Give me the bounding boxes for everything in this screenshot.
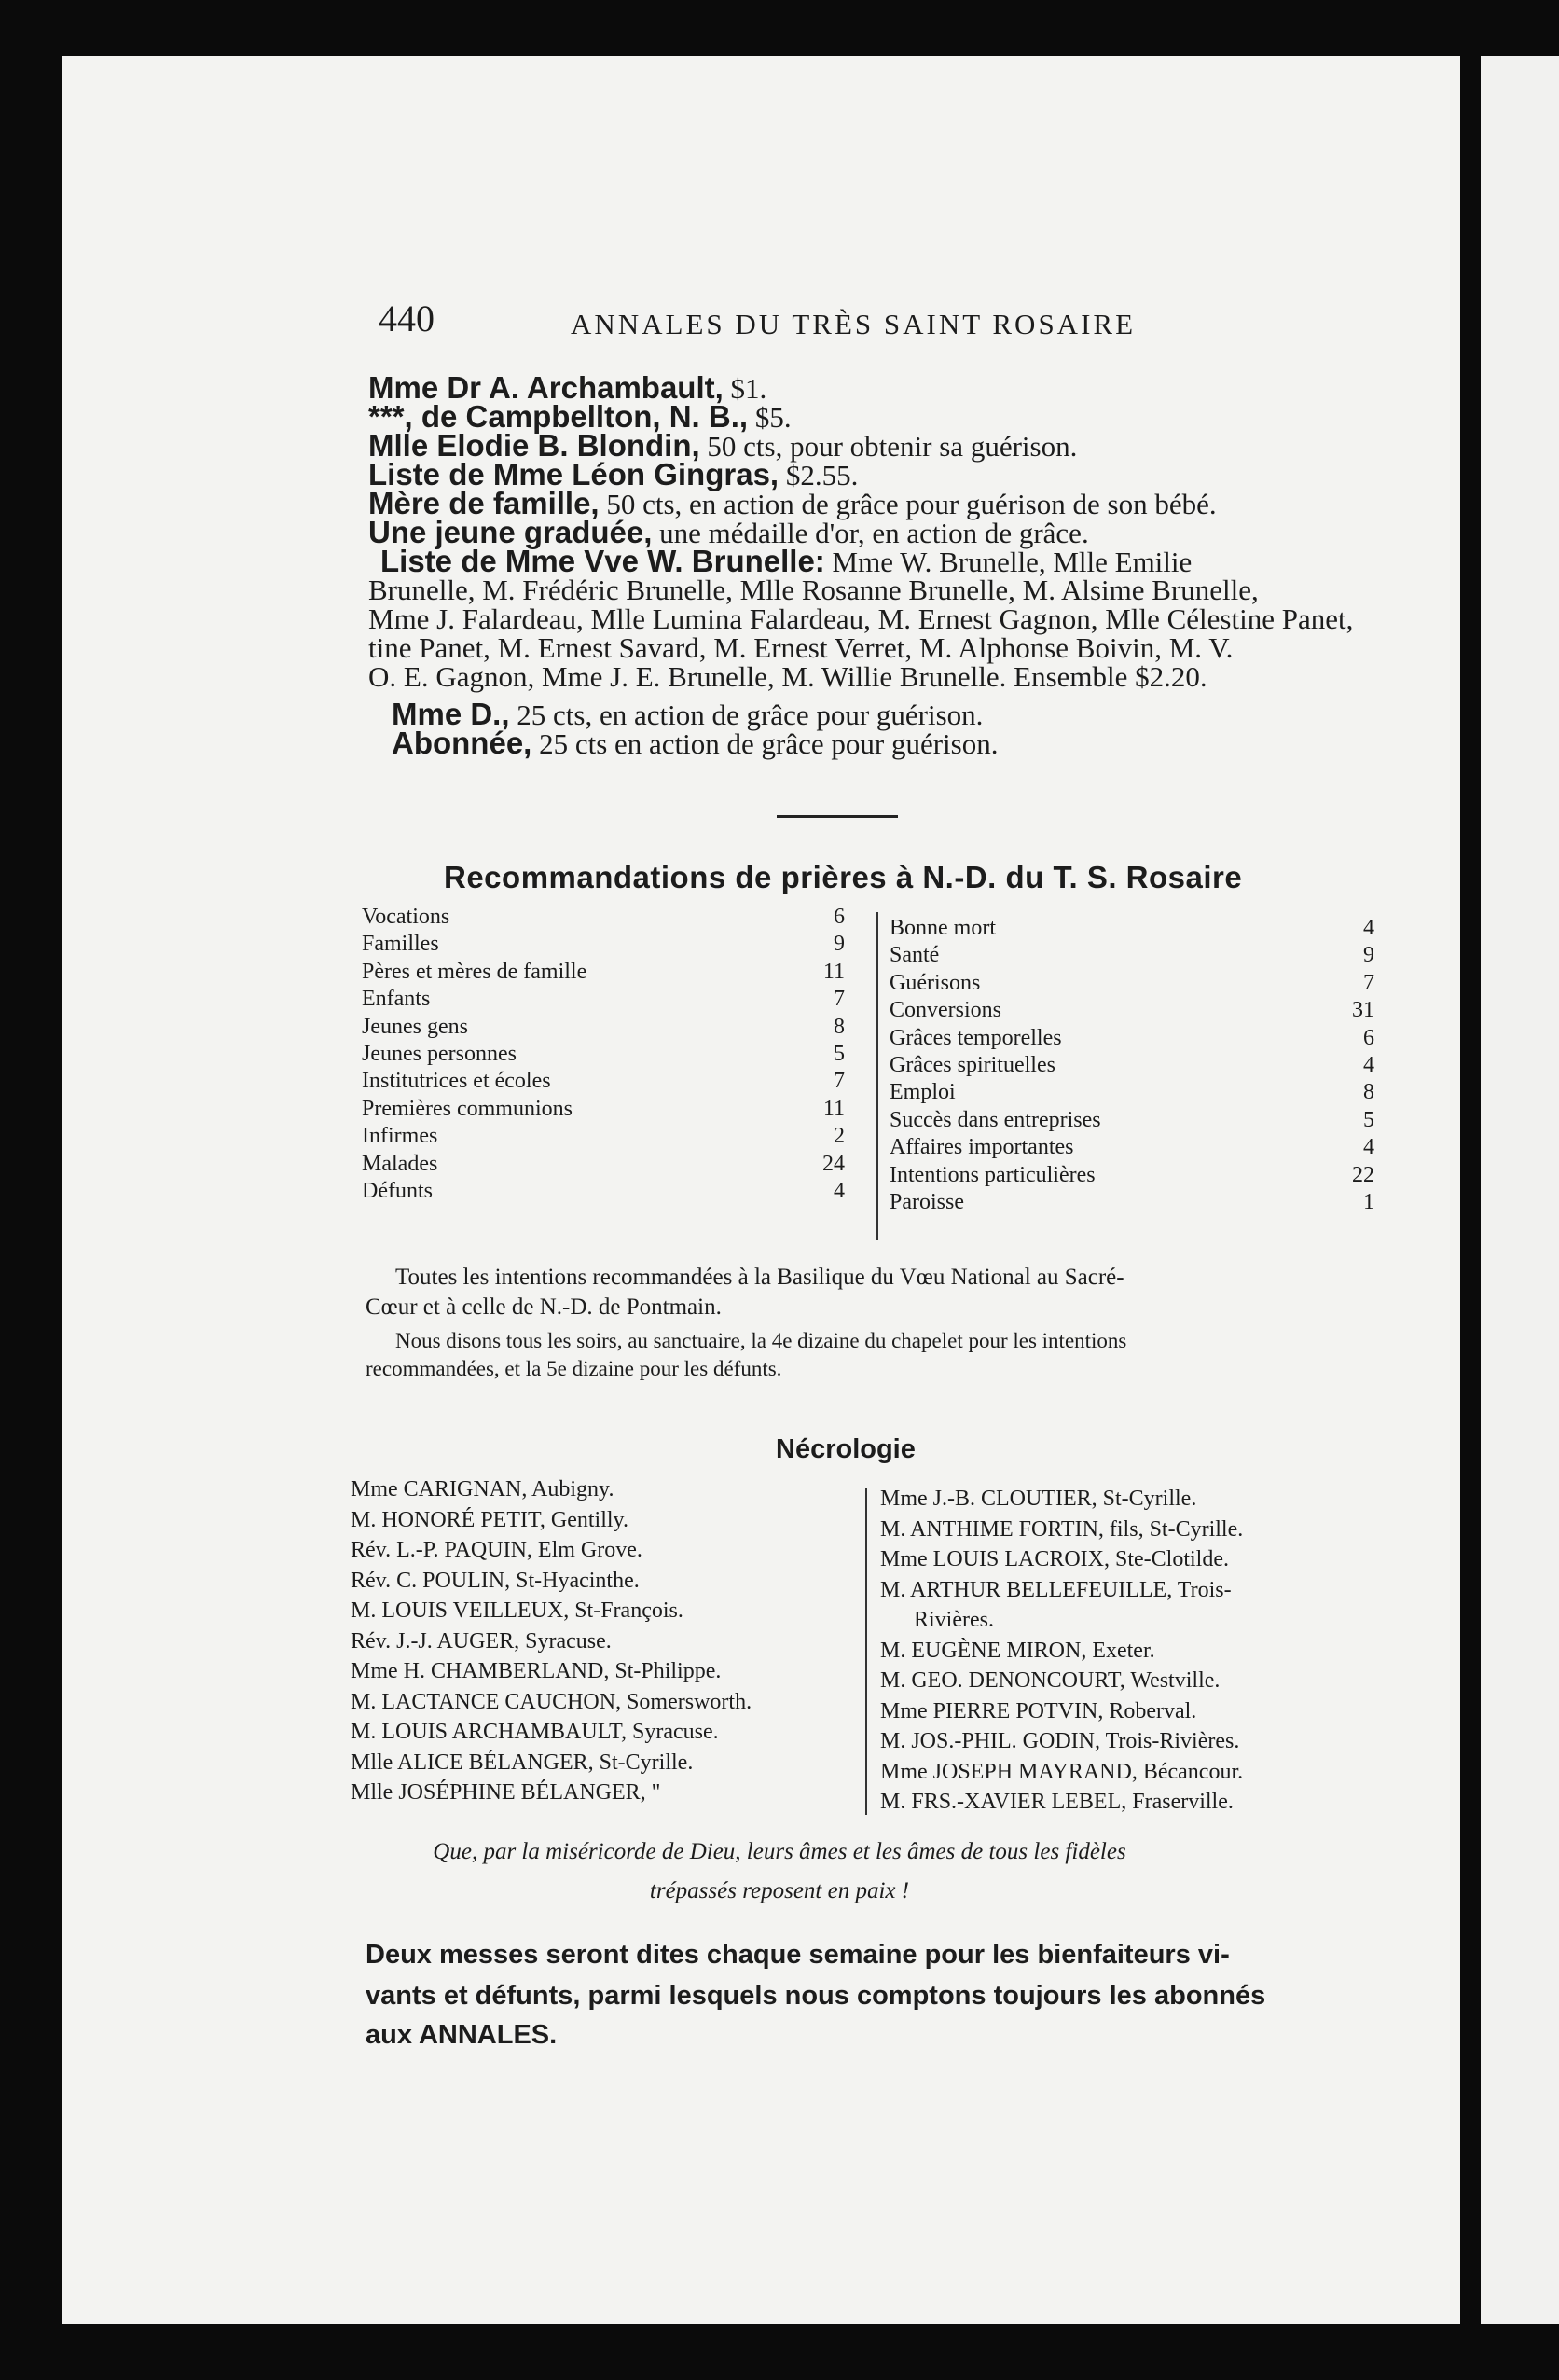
recommendation-count: 7 (1363, 970, 1374, 995)
donation-detail: 50 cts, pour obtenir sa guérison. (699, 430, 1078, 463)
recommendation-label: Santé (890, 943, 940, 968)
rosary-note-line: Nous disons tous les soirs, au sanctuaire, la 4e dizaine du chapelet pour les intentions (395, 1329, 1127, 1352)
necrology-entry: Mme J.-B. CLOUTIER, St-Cyrille. (880, 1487, 1197, 1511)
necrology-entry: M. LACTANCE CAUCHON, Somersworth. (351, 1689, 752, 1714)
recommendation-label: Pères et mères de famille (362, 959, 587, 984)
recommendation-row (890, 1135, 1374, 1162)
column-divider (865, 1488, 867, 1815)
list-continuation-line: Brunelle, M. Frédéric Brunelle, Mlle Rosanne Brunelle, M. Alsime Brunelle, (368, 574, 1259, 606)
donation-detail: $1. (723, 372, 767, 405)
recommendation-label: Conversions (890, 998, 1001, 1023)
donation-line (380, 544, 1193, 578)
recommendation-row (362, 1152, 845, 1179)
basilica-note-line: Cœur et à celle de N.-D. de Pontmain. (366, 1294, 722, 1320)
necrology-entry: M. HONORÉ PETIT, Gentilly. (351, 1507, 628, 1532)
rosary-note-line: recommandées, et la 5e dizaine pour les défunts. (366, 1357, 782, 1380)
section-rule (777, 815, 898, 818)
necrology-title: Nécrologie (776, 1434, 916, 1464)
necrology-entry: Mme H. CHAMBERLAND, St-Philippe. (351, 1659, 722, 1683)
column-divider (876, 912, 878, 1240)
recommendation-label: Grâces temporelles (890, 1025, 1062, 1050)
basilica-note-line: Toutes les intentions recommandées à la Basilique du Vœu National au Sacré- (395, 1265, 1124, 1290)
recommendation-label: Affaires importantes (890, 1135, 1074, 1160)
recommendation-row (890, 943, 1374, 970)
necrology-entry: Rév. C. POULIN, St-Hyacinthe. (351, 1568, 640, 1593)
closing-line: vants et défunts, parmi lesquels nous comptons toujours les abonnés (366, 1981, 1266, 2011)
recommendation-row (890, 1080, 1374, 1107)
recommendation-row (362, 1179, 845, 1206)
list-continuation-line: Mme J. Falardeau, Mlle Lumina Falardeau, M. Ernest Gagnon, Mlle Célestine Panet, (368, 602, 1354, 635)
recommendation-count: 8 (1363, 1080, 1374, 1105)
recommendation-row (362, 1124, 845, 1151)
recommendation-count: 5 (834, 1041, 845, 1066)
necrology-entry: M. FRS.-XAVIER LEBEL, Fraserville. (880, 1790, 1234, 1814)
prayer-line: Que, par la miséricorde de Dieu, leurs âmes et les âmes de tous les fidèles (433, 1839, 1126, 1864)
necrology-entry: Mme LOUIS LACROIX, Ste-Clotilde. (880, 1547, 1229, 1571)
recommendation-label: Jeunes gens (362, 1014, 468, 1039)
donation-line (392, 728, 998, 758)
recommendation-count: 7 (834, 987, 845, 1012)
necrology-entry: M. LOUIS VEILLEUX, St-François. (351, 1598, 683, 1623)
recommendation-row (890, 1026, 1374, 1053)
donor-name: Mme Dr A. Archambault, (368, 370, 724, 405)
prayer-line: trépassés reposent en paix ! (649, 1878, 910, 1903)
recommendation-count: 7 (834, 1069, 845, 1094)
recommendation-label: Familles (362, 932, 439, 957)
recommendation-label: Défunts (362, 1178, 433, 1203)
recommendation-row (362, 987, 845, 1014)
recommendation-row (890, 916, 1374, 943)
necrology-entry: M. LOUIS ARCHAMBAULT, Syracuse. (351, 1720, 719, 1744)
recommendation-label: Bonne mort (890, 916, 996, 940)
recommendation-row (362, 905, 845, 932)
recommendation-row (362, 932, 845, 959)
necrology-entry: M. ANTHIME FORTIN, fils, St-Cyrille. (880, 1516, 1244, 1542)
recommendations-right-column (890, 916, 1374, 1217)
necrology-entry: Mme PIERRE POTVIN, Roberval. (880, 1698, 1197, 1723)
recommendation-count: 11 (822, 959, 845, 984)
donation-detail: Mme W. Brunelle, Mlle Emilie (824, 546, 1193, 578)
necrology-entry: Rév. J.-J. AUGER, Syracuse. (351, 1628, 612, 1654)
recommendation-label: Intentions particulières (890, 1162, 1096, 1187)
recommendation-label: Infirmes (362, 1124, 438, 1149)
recommendation-count: 6 (1363, 1025, 1374, 1050)
recommendation-label: Enfants (362, 987, 431, 1012)
recommendation-row (362, 960, 845, 987)
donation-detail: $2.55. (779, 459, 859, 491)
recommendation-label: Grâces spirituelles (890, 1052, 1055, 1077)
recommendation-label: Succès dans entreprises (890, 1107, 1101, 1132)
running-title: ANNALES DU TRÈS SAINT ROSAIRE (571, 308, 1137, 340)
recommendation-label: Vocations (362, 905, 450, 929)
recommendation-count: 6 (834, 905, 845, 929)
recommendation-count: 11 (822, 1096, 845, 1121)
recommendation-row (890, 1190, 1374, 1217)
closing-line: aux ANNALES. (366, 2020, 558, 2050)
closing-line: Deux messes seront dites chaque semaine pour les bienfaiteurs vi- (366, 1940, 1230, 1970)
donation-detail: 50 cts, en action de grâce pour guérison de son bébé. (599, 488, 1217, 520)
recommendation-count: 22 (1352, 1162, 1374, 1187)
recommendation-label: Malades (362, 1151, 438, 1176)
recommendation-count: 4 (1363, 916, 1374, 940)
donation-detail: $5. (748, 401, 792, 434)
necrology-entry: M. JOS.-PHIL. GODIN, Trois-Rivières. (880, 1729, 1240, 1753)
donor-name: Mme D., (392, 697, 510, 731)
donation-detail: une médaille d'or, en action de grâce. (652, 517, 1089, 549)
recommendation-row (890, 1053, 1374, 1080)
recommendation-row (362, 1015, 845, 1042)
necrology-entry: M. ARTHUR BELLEFEUILLE, Trois- (880, 1577, 1232, 1602)
recommendation-row (362, 1069, 845, 1096)
necrology-entry: M. GEO. DENONCOURT, Westville. (880, 1668, 1221, 1693)
donor-name: Une jeune graduée, (368, 515, 653, 549)
recommendation-row (362, 1042, 845, 1069)
donor-name: Mlle Elodie B. Blondin, (368, 428, 700, 463)
recommendation-count: 9 (834, 932, 845, 957)
recommendation-label: Jeunes personnes (362, 1041, 517, 1066)
recommendation-row (890, 1163, 1374, 1190)
facing-page-edge (1481, 56, 1559, 2324)
necrology-entry: M. EUGÈNE MIRON, Exeter. (880, 1638, 1155, 1663)
donor-name: Mère de famille, (368, 486, 600, 520)
necrology-entry: Mme JOSEPH MAYRAND, Bécancour. (880, 1759, 1244, 1784)
recommendations-title: Recommandations de prières à N.-D. du T. S. Rosaire (444, 860, 1243, 894)
recommendation-row (890, 1108, 1374, 1135)
recommendations-left-column (362, 905, 845, 1206)
list-continuation-line: tine Panet, M. Ernest Savard, M. Ernest Verret, M. Alphonse Boivin, M. V. (368, 631, 1234, 664)
recommendation-label: Guérisons (890, 970, 981, 995)
recommendation-count: 24 (822, 1151, 845, 1176)
necrology-left-column (351, 1477, 752, 1811)
donation-detail: 25 cts en action de grâce pour guérison. (531, 727, 999, 760)
recommendation-label: Emploi (890, 1080, 956, 1105)
donor-name: Liste de Mme Léon Gingras, (368, 457, 780, 491)
recommendation-count: 2 (834, 1124, 845, 1149)
necrology-entry: Mme CARIGNAN, Aubigny. (351, 1477, 614, 1501)
recommendation-count: 4 (834, 1178, 845, 1203)
recommendation-label: Paroisse (890, 1189, 964, 1214)
necrology-entry: Rév. L.-P. PAQUIN, Elm Grove. (351, 1538, 642, 1562)
recommendation-count: 9 (1363, 943, 1374, 968)
list-continuation-line: O. E. Gagnon, Mme J. E. Brunelle, M. Willie Brunelle. Ensemble $2.20. (368, 660, 1207, 693)
donor-name: ***, de Campbellton, N. B., (368, 399, 749, 434)
donor-name: Abonnée, (392, 726, 532, 760)
recommendation-count: 5 (1363, 1107, 1374, 1132)
necrology-entry: Rivières. (914, 1608, 994, 1632)
recommendation-count: 4 (1363, 1135, 1374, 1160)
recommendation-count: 1 (1363, 1189, 1374, 1214)
donor-name: Liste de Mme Vve W. Brunelle: (380, 544, 825, 578)
necrology-entry: Mlle JOSÉPHINE BÉLANGER, " (351, 1780, 661, 1805)
recommendation-label: Institutrices et écoles (362, 1069, 551, 1094)
recommendation-row (890, 971, 1374, 998)
recommendation-row (890, 998, 1374, 1025)
necrology-entry: Mlle ALICE BÉLANGER, St-Cyrille. (351, 1750, 694, 1775)
recommendation-label: Premières communions (362, 1096, 573, 1121)
recommendation-row (362, 1097, 845, 1124)
necrology-right-column (880, 1487, 1243, 1820)
recommendation-count: 4 (1363, 1052, 1374, 1077)
page-number: 440 (379, 298, 435, 339)
recommendation-count: 8 (834, 1014, 845, 1039)
donation-detail: 25 cts, en action de grâce pour guérison. (509, 699, 984, 731)
recommendation-count: 31 (1352, 998, 1374, 1023)
